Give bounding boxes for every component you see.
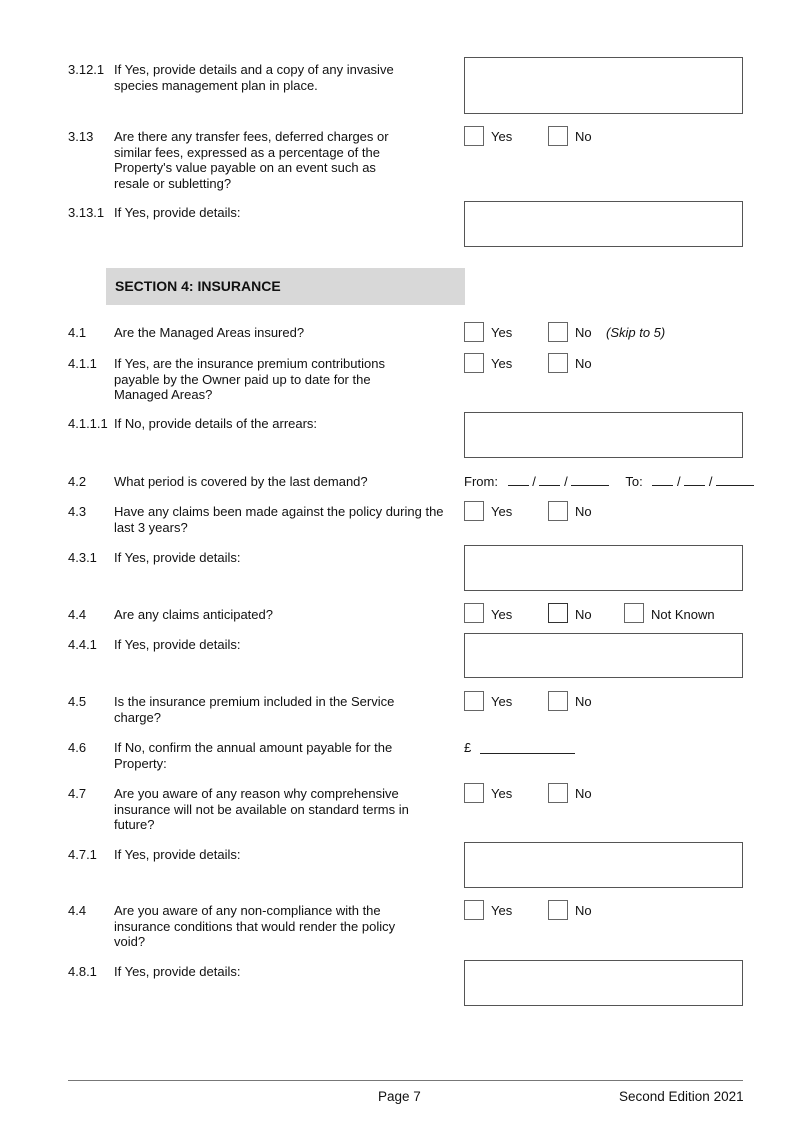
to-label: To: [625, 474, 643, 489]
edition-label: Second Edition 2021 [619, 1089, 744, 1104]
insurance-unavailable-yes-checkbox[interactable] [464, 783, 484, 803]
question-text: Are you aware of any reason why comprehensive insurance will not be available on standard terms in future? [114, 786, 409, 832]
date-separator: / [564, 474, 568, 489]
arrears-details-box[interactable] [464, 412, 743, 458]
yes-label: Yes [491, 694, 513, 709]
skip-note: (Skip to 5) [606, 325, 666, 340]
question-text: If No, provide details of the arrears: [114, 416, 318, 431]
claims-made-yes-checkbox[interactable] [464, 501, 484, 521]
from-month-field[interactable] [539, 474, 560, 486]
question-text: If Yes, provide details and a copy of any invasive species management plan in place. [114, 62, 394, 93]
to-day-field[interactable] [652, 474, 673, 486]
claims-anticipated-yes-checkbox[interactable] [464, 603, 484, 623]
transfer-fees-no-checkbox[interactable] [548, 126, 568, 146]
invasive-species-details-box[interactable] [464, 57, 743, 114]
insurance-unavailable-details-box[interactable] [464, 842, 743, 888]
question-number: 3.12.1 [68, 62, 105, 77]
yes-label: Yes [491, 325, 513, 340]
question-text: Are the Managed Areas insured? [114, 325, 305, 340]
question-number: 4.4 [68, 903, 87, 918]
managed-areas-insured-yes-checkbox[interactable] [464, 322, 484, 342]
no-label: No [575, 356, 592, 371]
question-text: If Yes, are the insurance premium contributions payable by the Owner paid up to date for the Managed Areas? [114, 356, 385, 402]
currency-symbol: £ [464, 740, 472, 755]
yes-label: Yes [491, 786, 513, 801]
no-label: No [575, 504, 592, 519]
question-text: What period is covered by the last demand? [114, 474, 368, 489]
premium-paid-no-checkbox[interactable] [548, 353, 568, 373]
question-number: 4.6 [68, 740, 87, 755]
annual-amount-field[interactable] [480, 753, 575, 754]
transfer-fees-yes-checkbox[interactable] [464, 126, 484, 146]
question-number: 4.1.1 [68, 356, 97, 371]
not-known-label: Not Known [651, 607, 715, 622]
insurance-unavailable-no-checkbox[interactable] [548, 783, 568, 803]
to-month-field[interactable] [684, 474, 705, 486]
page-number: Page 7 [378, 1089, 421, 1104]
question-text: If Yes, provide details: [114, 550, 241, 565]
question-text: Are any claims anticipated? [114, 607, 273, 622]
date-separator: / [708, 474, 713, 489]
question-text: If Yes, provide details: [114, 637, 241, 652]
to-year-field[interactable] [716, 474, 754, 486]
question-number: 4.1 [68, 325, 87, 340]
yes-label: Yes [491, 903, 513, 918]
question-text: Is the insurance premium included in the Service charge? [114, 694, 395, 725]
question-number: 4.7.1 [68, 847, 97, 862]
claims-anticipated-not-known-checkbox[interactable] [624, 603, 644, 623]
question-number: 4.2 [68, 474, 87, 489]
non-compliance-yes-checkbox[interactable] [464, 900, 484, 920]
question-number: 4.7 [68, 786, 87, 801]
section-heading: SECTION 4: INSURANCE [106, 268, 465, 305]
transfer-fees-details-box[interactable] [464, 201, 743, 247]
question-text: Are you aware of any non-compliance with the insurance conditions that would render the policy void? [114, 903, 396, 949]
from-year-field[interactable] [571, 474, 609, 486]
from-day-field[interactable] [508, 474, 529, 486]
question-number: 4.5 [68, 694, 87, 709]
premium-in-service-charge-no-checkbox[interactable] [548, 691, 568, 711]
claims-made-no-checkbox[interactable] [548, 501, 568, 521]
question-text: If Yes, provide details: [114, 964, 241, 979]
no-label: No [575, 903, 592, 918]
yes-label: Yes [491, 356, 513, 371]
question-text: Are there any transfer fees, deferred charges or similar fees, expressed as a percentage of the Property's value payable on an event such as resale or subletting? [114, 129, 389, 191]
question-number: 4.3.1 [68, 550, 97, 565]
question-number: 4.3 [68, 504, 87, 519]
no-label: No [575, 786, 592, 801]
claims-made-details-box[interactable] [464, 545, 743, 591]
premium-paid-yes-checkbox[interactable] [464, 353, 484, 373]
date-range [464, 474, 754, 490]
claims-anticipated-details-box[interactable] [464, 633, 743, 678]
date-separator: / [676, 474, 681, 489]
question-text: If No, confirm the annual amount payable for the Property: [114, 740, 393, 771]
question-number: 4.1.1.1 [68, 416, 108, 431]
non-compliance-details-box[interactable] [464, 960, 743, 1006]
question-text: If Yes, provide details: [114, 847, 241, 862]
no-label: No [575, 129, 592, 144]
from-label: From: [464, 474, 498, 489]
premium-in-service-charge-yes-checkbox[interactable] [464, 691, 484, 711]
no-label: No [575, 325, 592, 340]
yes-label: Yes [491, 607, 513, 622]
yes-label: Yes [491, 129, 513, 144]
question-number: 4.8.1 [68, 964, 97, 979]
non-compliance-no-checkbox[interactable] [548, 900, 568, 920]
question-text: If Yes, provide details: [114, 205, 241, 220]
question-text: Have any claims been made against the policy during the last 3 years? [114, 504, 444, 535]
question-number: 3.13 [68, 129, 94, 144]
footer-divider [68, 1080, 743, 1081]
date-separator: / [532, 474, 536, 489]
claims-anticipated-no-checkbox[interactable] [548, 603, 568, 623]
question-number: 3.13.1 [68, 205, 105, 220]
no-label: No [575, 607, 592, 622]
yes-label: Yes [491, 504, 513, 519]
question-number: 4.4 [68, 607, 87, 622]
managed-areas-insured-no-checkbox[interactable] [548, 322, 568, 342]
question-number: 4.4.1 [68, 637, 97, 652]
no-label: No [575, 694, 592, 709]
